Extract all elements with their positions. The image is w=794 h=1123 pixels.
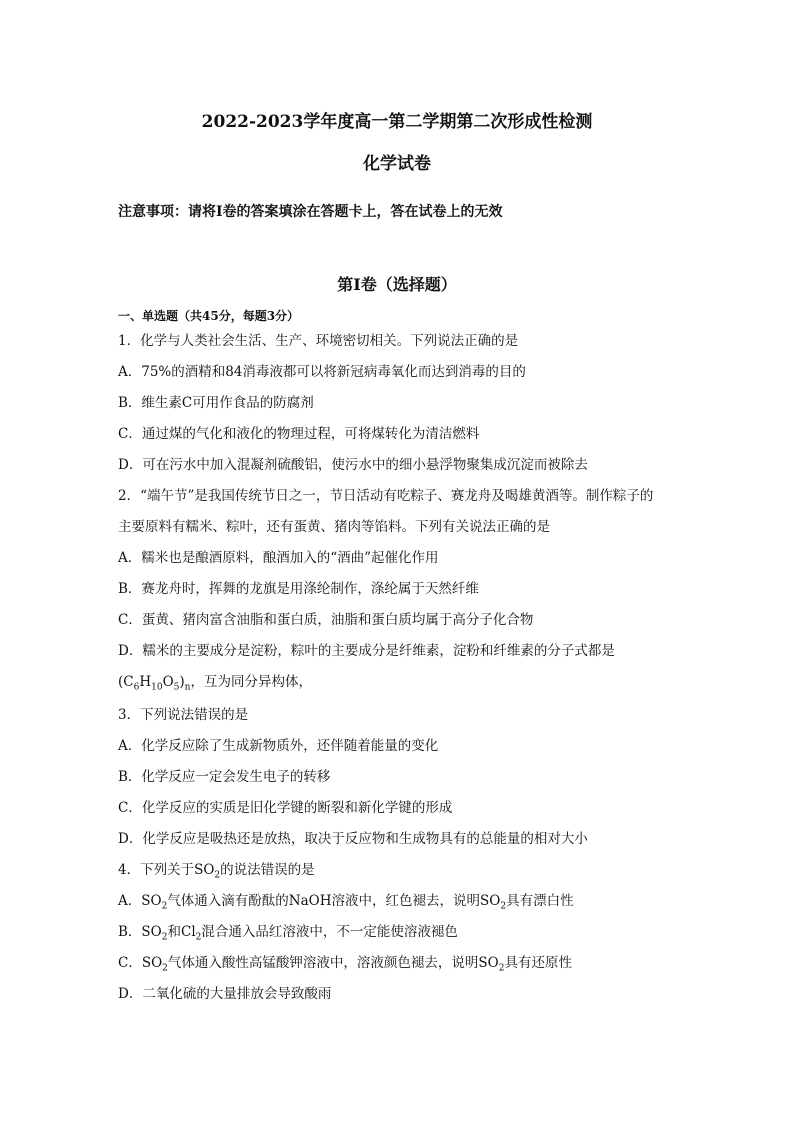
q3-stem: 3．下列说法错误的是 <box>118 707 249 723</box>
q2-stem-line1: 2．“端午节”是我国传统节日之一，节日活动有吃粽子、赛龙舟及喝雄黄酒等。制作粽子的 <box>118 488 654 504</box>
q2-option-d-line2: $(C_6H_{10}O_5)_n$，互为同分异构体， <box>118 674 312 693</box>
exam-title: 2022-2023学年度高一第二学期第二次形成性检测 <box>201 112 593 132</box>
q2-option-d-line1: D．糯米的主要成分是淀粉，粽叶的主要成分是纤维素，淀粉和纤维素的分子式都是 <box>118 643 615 659</box>
q1-option-c: C．通过煤的气化和液化的物理过程，可将煤转化为清洁燃料 <box>118 426 480 442</box>
q1-option-a: A．75%的酒精和84消毒液都可以将新冠病毒氧化而达到消毒的目的 <box>118 364 526 380</box>
q1-option-d: D．可在污水中加入混凝剂硫酸铝，使污水中的细小悬浮物聚集成沉淀而被除去 <box>118 457 588 473</box>
q1-stem: 1．化学与人类社会生活、生产、环境密切相关。下列说法正确的是 <box>118 333 519 349</box>
q3-option-a: A．化学反应除了生成新物质外，还伴随着能量的变化 <box>118 738 439 754</box>
q2-stem-line2: 主要原料有糯米、粽叶，还有蛋黄、猪肉等馅料。下列有关说法正确的是 <box>118 519 550 535</box>
section-title: 第Ⅰ卷（选择题） <box>337 275 457 294</box>
q2-option-b: B．赛龙舟时，挥舞的龙旗是用涤纶制作，涤纶属于天然纤维 <box>118 581 479 597</box>
q4-stem: 4．下列关于$SO_2$的说法错误的是 <box>118 862 315 881</box>
exam-notice: 注意事项：请将Ⅰ卷的答案填涂在答题卡上，答在试卷上的无效 <box>118 204 503 220</box>
q4-option-c: C．$SO_2$气体通入酸性高锰酸钾溶液中，溶液颜色褪去，说明$SO_2$具有还原性 <box>118 955 572 974</box>
q4-option-d: D．二氧化硫的大量排放会导致酸雨 <box>118 986 332 1002</box>
q3-option-d: D．化学反应是吸热还是放热，取决于反应物和生成物具有的总能量的相对大小 <box>118 831 588 847</box>
part-heading: 一、单选题（共45分，每题3分） <box>118 309 300 323</box>
q4-option-b: B．$SO_2$和$Cl_2$混合通入品红溶液中，不一定能使溶液褪色 <box>118 924 458 943</box>
q3-option-b: B．化学反应一定会发生电子的转移 <box>118 769 331 785</box>
q2-option-a: A．糯米也是酿酒原料，酿酒加入的“酒曲”起催化作用 <box>118 550 439 566</box>
q4-option-a: A．$SO_2$气体通入滴有酚酞的NaOH溶液中，红色褪去，说明$SO_2$具有漂白性 <box>118 893 574 912</box>
q3-option-c: C．化学反应的实质是旧化学键的断裂和新化学键的形成 <box>118 800 453 816</box>
q2-option-c: C．蛋黄、猪肉富含油脂和蛋白质，油脂和蛋白质均属于高分子化合物 <box>118 612 534 628</box>
q1-option-b: B．维生素C可用作食品的防腐剂 <box>118 395 314 411</box>
exam-subtitle: 化学试卷 <box>363 154 431 174</box>
